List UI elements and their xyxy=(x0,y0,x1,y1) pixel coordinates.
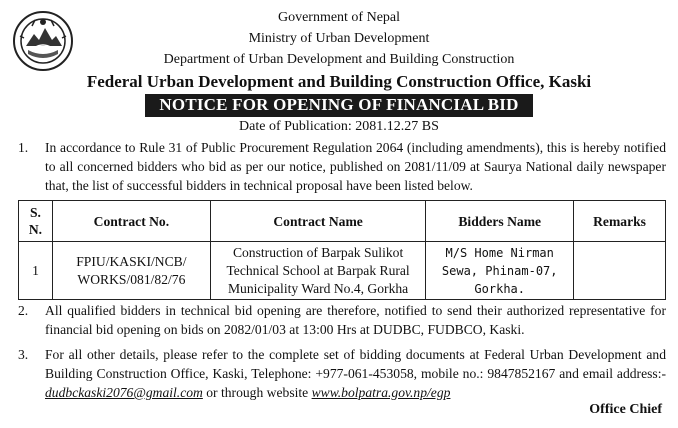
signoff: Office Chief xyxy=(589,402,662,417)
email-link[interactable]: dudbckaski2076@gmail.com xyxy=(45,385,203,400)
bidders-table xyxy=(18,200,666,300)
paragraph-number: 1. xyxy=(18,140,29,155)
paragraph-text: In accordance to Rule 31 of Public Procurement Regulation 2064 (including amendments), this is hereby notified to all concerned bidders who bid as per our notice, published on 2081/11/09 at Saurya National daily newspaper that, the list of successful bidders in technical proposal have been listed below. xyxy=(45,140,666,193)
paragraph-number: 3. xyxy=(18,347,29,362)
publication-date: Date of Publication: 2081.12.27 BS xyxy=(239,119,439,134)
header-sn: S. N. xyxy=(19,201,53,242)
paragraph-text xyxy=(45,345,666,402)
header-contract-no: Contract No. xyxy=(52,201,210,242)
cell-contract-no: FPIU/KASKI/NCB/ WORKS/081/82/76 xyxy=(52,242,210,300)
office-title: Federal Urban Development and Building Construction Office, Kaski xyxy=(86,72,592,91)
paragraph-1 xyxy=(18,138,666,195)
website-link[interactable]: www.bolpatra.gov.np/egp xyxy=(311,385,451,400)
government-title: Government of Nepal xyxy=(277,10,401,25)
paragraph-3 xyxy=(18,345,666,402)
table-header-row xyxy=(19,201,666,242)
cell-sn: 1 xyxy=(19,242,53,300)
table-row xyxy=(19,242,666,300)
cell-remarks xyxy=(574,242,666,300)
header-contract-name: Contract Name xyxy=(210,201,426,242)
paragraph-number: 2. xyxy=(18,303,29,318)
notice-banner xyxy=(0,94,678,117)
paragraph-2 xyxy=(18,301,666,339)
contact-text: For all other details, please refer to the complete set of bidding documents at Federal Urban Development and Building Construction Office, Kaski, Telephone: +977-061-453058, mobile no.: 9847852167 and email address:- xyxy=(45,347,666,381)
notice-title: NOTICE FOR OPENING OF FINANCIAL BID xyxy=(145,94,532,117)
ministry-title: Ministry of Urban Development xyxy=(248,31,430,46)
paragraph-text: All qualified bidders in technical bid opening are therefore, notified to send their authorized representative for financial bid opening on bids on 2082/01/03 at 13:00 Hrs at DUDBC, FUDBCO, Kaski. xyxy=(45,303,666,337)
header-bidders-name: Bidders Name xyxy=(426,201,574,242)
cell-contract-name: Construction of Barpak Sulikot Technical School at Barpak Rural Municipality Ward No.4, Gorkha xyxy=(210,242,426,300)
department-title: Department of Urban Development and Building Construction xyxy=(163,52,515,67)
website-intro-text: or through website xyxy=(202,385,312,400)
header-remarks: Remarks xyxy=(574,201,666,242)
cell-bidder: M/S Home Nirman Sewa, Phinam-07, Gorkha. xyxy=(426,242,574,300)
